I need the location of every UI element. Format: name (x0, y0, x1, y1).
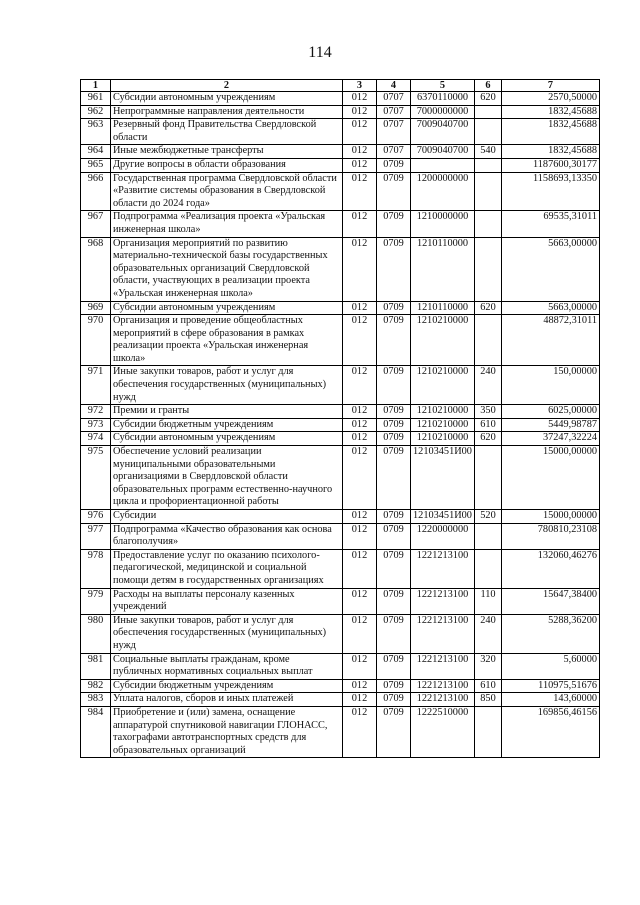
row-ministry-code: 012 (343, 432, 377, 446)
row-ministry-code: 012 (343, 366, 377, 405)
table-row (81, 211, 600, 237)
row-target-code: 1210110000 (411, 237, 475, 301)
row-expense-type (475, 523, 502, 549)
row-name: Непрограммные направления деятельности (111, 105, 343, 119)
row-expense-type: 610 (475, 679, 502, 693)
row-amount: 1832,45688 (502, 145, 600, 159)
row-expense-type (475, 549, 502, 588)
row-section-code: 0709 (377, 432, 411, 446)
table-row (81, 158, 600, 172)
row-number: 967 (81, 211, 111, 237)
row-amount: 1832,45688 (502, 105, 600, 119)
table-row (81, 510, 600, 524)
row-ministry-code: 012 (343, 315, 377, 366)
header-col-7: 7 (502, 80, 600, 92)
row-ministry-code: 012 (343, 105, 377, 119)
row-target-code: 1221213100 (411, 693, 475, 707)
row-section-code: 0709 (377, 614, 411, 653)
row-target-code: 6370110000 (411, 92, 475, 106)
row-section-code: 0707 (377, 92, 411, 106)
row-number: 981 (81, 653, 111, 679)
row-ministry-code: 012 (343, 237, 377, 301)
row-expense-type (475, 315, 502, 366)
row-amount: 5,60000 (502, 653, 600, 679)
row-ministry-code: 012 (343, 145, 377, 159)
table-row (81, 446, 600, 510)
row-amount: 1158693,13350 (502, 172, 600, 211)
row-name: Резервный фонд Правительства Свердловской области (111, 119, 343, 145)
row-expense-type (475, 158, 502, 172)
row-number: 961 (81, 92, 111, 106)
row-name: Расходы на выплаты персоналу казенных учреждений (111, 588, 343, 614)
table-body (81, 92, 600, 758)
row-section-code: 0709 (377, 211, 411, 237)
row-amount: 69535,31011 (502, 211, 600, 237)
row-number: 975 (81, 446, 111, 510)
row-number: 977 (81, 523, 111, 549)
row-amount: 150,00000 (502, 366, 600, 405)
row-name: Организация и проведение общеобластных мероприятий в сфере образования в рамках реализации проекта «Уральская инженерная школа» (111, 315, 343, 366)
row-name: Предоставление услуг по оказанию психолого-педагогической, медицинской и социальной помощи детям в государственных организациях (111, 549, 343, 588)
row-target-code: 1221213100 (411, 588, 475, 614)
row-target-code: 1220000000 (411, 523, 475, 549)
table-row (81, 549, 600, 588)
row-section-code: 0709 (377, 172, 411, 211)
row-ministry-code: 012 (343, 653, 377, 679)
table-row (81, 301, 600, 315)
row-amount: 169856,46156 (502, 706, 600, 757)
row-name: Иные закупки товаров, работ и услуг для обеспечения государственных (муниципальных) нужд (111, 614, 343, 653)
table-row (81, 92, 600, 106)
row-target-code: 1221213100 (411, 614, 475, 653)
row-name: Государственная программа Свердловской области «Развитие системы образования в Свердловской области до 2024 года» (111, 172, 343, 211)
row-number: 979 (81, 588, 111, 614)
row-name: Субсидии бюджетным учреждениям (111, 679, 343, 693)
row-expense-type: 240 (475, 366, 502, 405)
row-target-code: 1210210000 (411, 366, 475, 405)
row-name: Подпрограмма «Реализация проекта «Уральская инженерная школа» (111, 211, 343, 237)
row-ministry-code: 012 (343, 706, 377, 757)
row-section-code: 0709 (377, 588, 411, 614)
row-expense-type (475, 105, 502, 119)
row-expense-type: 350 (475, 405, 502, 419)
row-section-code: 0709 (377, 693, 411, 707)
table-row (81, 706, 600, 757)
row-amount: 5288,36200 (502, 614, 600, 653)
table-row (81, 119, 600, 145)
row-amount: 15000,00000 (502, 446, 600, 510)
row-number: 962 (81, 105, 111, 119)
row-amount: 1832,45688 (502, 119, 600, 145)
row-target-code: 7009040700 (411, 145, 475, 159)
row-number: 982 (81, 679, 111, 693)
row-number: 971 (81, 366, 111, 405)
row-expense-type: 620 (475, 301, 502, 315)
row-ministry-code: 012 (343, 523, 377, 549)
row-target-code: 1200000000 (411, 172, 475, 211)
row-amount: 143,60000 (502, 693, 600, 707)
row-target-code: 1210210000 (411, 315, 475, 366)
row-expense-type (475, 446, 502, 510)
table-row (81, 614, 600, 653)
row-number: 978 (81, 549, 111, 588)
row-number: 970 (81, 315, 111, 366)
row-number: 968 (81, 237, 111, 301)
row-name: Субсидии автономным учреждениям (111, 432, 343, 446)
row-amount: 132060,46276 (502, 549, 600, 588)
table-row (81, 418, 600, 432)
row-ministry-code: 012 (343, 211, 377, 237)
row-target-code: 1221213100 (411, 653, 475, 679)
header-col-6: 6 (475, 80, 502, 92)
row-ministry-code: 012 (343, 172, 377, 211)
row-expense-type: 850 (475, 693, 502, 707)
table-row (81, 105, 600, 119)
row-number: 969 (81, 301, 111, 315)
row-amount: 15000,00000 (502, 510, 600, 524)
row-ministry-code: 012 (343, 510, 377, 524)
row-ministry-code: 012 (343, 405, 377, 419)
row-number: 976 (81, 510, 111, 524)
row-expense-type (475, 211, 502, 237)
row-number: 966 (81, 172, 111, 211)
row-target-code: 1210210000 (411, 432, 475, 446)
row-expense-type: 240 (475, 614, 502, 653)
row-amount: 5663,00000 (502, 301, 600, 315)
header-col-1: 1 (81, 80, 111, 92)
row-name: Уплата налогов, сборов и иных платежей (111, 693, 343, 707)
row-ministry-code: 012 (343, 446, 377, 510)
row-name: Обеспечение условий реализации муниципальными образовательными организациями в Свердловской области образовательных программ естественно-научного цикла и профориентационной работы (111, 446, 343, 510)
row-section-code: 0709 (377, 366, 411, 405)
row-number: 972 (81, 405, 111, 419)
row-expense-type: 610 (475, 418, 502, 432)
row-amount: 15647,38400 (502, 588, 600, 614)
page-number: 114 (308, 44, 332, 61)
table-row (81, 693, 600, 707)
row-amount: 37247,32224 (502, 432, 600, 446)
row-section-code: 0709 (377, 158, 411, 172)
row-name: Подпрограмма «Качество образования как основа благополучия» (111, 523, 343, 549)
row-number: 984 (81, 706, 111, 757)
row-expense-type: 520 (475, 510, 502, 524)
table-row (81, 523, 600, 549)
row-ministry-code: 012 (343, 549, 377, 588)
row-section-code: 0709 (377, 523, 411, 549)
row-target-code: 1221213100 (411, 679, 475, 693)
row-expense-type: 540 (475, 145, 502, 159)
row-number: 965 (81, 158, 111, 172)
row-target-code: 12103451И00 (411, 510, 475, 524)
budget-table (80, 79, 600, 758)
header-col-5: 5 (411, 80, 475, 92)
row-number: 964 (81, 145, 111, 159)
row-amount: 6025,00000 (502, 405, 600, 419)
row-name: Субсидии автономным учреждениям (111, 92, 343, 106)
row-ministry-code: 012 (343, 418, 377, 432)
table-row (81, 588, 600, 614)
row-expense-type: 620 (475, 432, 502, 446)
row-target-code: 12103451И00 (411, 446, 475, 510)
row-expense-type: 320 (475, 653, 502, 679)
row-target-code: 7000000000 (411, 105, 475, 119)
row-number: 973 (81, 418, 111, 432)
row-target-code: 1221213100 (411, 549, 475, 588)
row-number: 963 (81, 119, 111, 145)
row-amount: 2570,50000 (502, 92, 600, 106)
row-target-code (411, 158, 475, 172)
row-target-code: 1210210000 (411, 418, 475, 432)
row-name: Приобретение и (или) замена, оснащение аппаратурой спутниковой навигации ГЛОНАСС, тахографами автотранспортных средств для образовательных организаций (111, 706, 343, 757)
row-section-code: 0709 (377, 237, 411, 301)
row-target-code: 1210000000 (411, 211, 475, 237)
row-amount: 780810,23108 (502, 523, 600, 549)
row-section-code: 0709 (377, 418, 411, 432)
row-amount: 5663,00000 (502, 237, 600, 301)
row-expense-type: 110 (475, 588, 502, 614)
row-target-code: 1222510000 (411, 706, 475, 757)
row-section-code: 0709 (377, 510, 411, 524)
row-ministry-code: 012 (343, 119, 377, 145)
row-ministry-code: 012 (343, 693, 377, 707)
row-amount: 110975,51676 (502, 679, 600, 693)
row-expense-type (475, 706, 502, 757)
row-section-code: 0709 (377, 549, 411, 588)
row-section-code: 0709 (377, 405, 411, 419)
row-name: Социальные выплаты гражданам, кроме публичных нормативных социальных выплат (111, 653, 343, 679)
table-row (81, 405, 600, 419)
table-header-row (81, 80, 600, 92)
row-name: Субсидии бюджетным учреждениям (111, 418, 343, 432)
row-expense-type (475, 172, 502, 211)
row-name: Иные закупки товаров, работ и услуг для обеспечения государственных (муниципальных) нужд (111, 366, 343, 405)
row-section-code: 0707 (377, 105, 411, 119)
row-ministry-code: 012 (343, 679, 377, 693)
row-section-code: 0709 (377, 653, 411, 679)
row-section-code: 0709 (377, 301, 411, 315)
row-amount: 48872,31011 (502, 315, 600, 366)
row-name: Другие вопросы в области образования (111, 158, 343, 172)
row-target-code: 7009040700 (411, 119, 475, 145)
header-col-2: 2 (111, 80, 343, 92)
row-section-code: 0709 (377, 679, 411, 693)
row-expense-type (475, 119, 502, 145)
table-row (81, 432, 600, 446)
row-name: Премии и гранты (111, 405, 343, 419)
row-expense-type: 620 (475, 92, 502, 106)
row-name: Иные межбюджетные трансферты (111, 145, 343, 159)
row-section-code: 0709 (377, 446, 411, 510)
row-section-code: 0707 (377, 119, 411, 145)
row-ministry-code: 012 (343, 588, 377, 614)
table-row (81, 237, 600, 301)
row-expense-type (475, 237, 502, 301)
row-ministry-code: 012 (343, 92, 377, 106)
row-section-code: 0707 (377, 145, 411, 159)
row-section-code: 0709 (377, 706, 411, 757)
table-row (81, 145, 600, 159)
row-amount: 5449,98787 (502, 418, 600, 432)
row-name: Субсидии (111, 510, 343, 524)
table-row (81, 653, 600, 679)
row-target-code: 1210210000 (411, 405, 475, 419)
table-row (81, 366, 600, 405)
row-number: 974 (81, 432, 111, 446)
row-name: Субсидии автономным учреждениям (111, 301, 343, 315)
row-ministry-code: 012 (343, 158, 377, 172)
table-row (81, 679, 600, 693)
header-col-4: 4 (377, 80, 411, 92)
row-ministry-code: 012 (343, 301, 377, 315)
row-ministry-code: 012 (343, 614, 377, 653)
row-number: 983 (81, 693, 111, 707)
row-target-code: 1210110000 (411, 301, 475, 315)
table-row (81, 172, 600, 211)
row-section-code: 0709 (377, 315, 411, 366)
header-col-3: 3 (343, 80, 377, 92)
row-number: 980 (81, 614, 111, 653)
row-name: Организация мероприятий по развитию материально-технической базы государственных образовательных организаций Свердловской области, участвующих в реализации проекта «Уральская инженерная школа» (111, 237, 343, 301)
table-row (81, 315, 600, 366)
row-amount: 1187600,30177 (502, 158, 600, 172)
